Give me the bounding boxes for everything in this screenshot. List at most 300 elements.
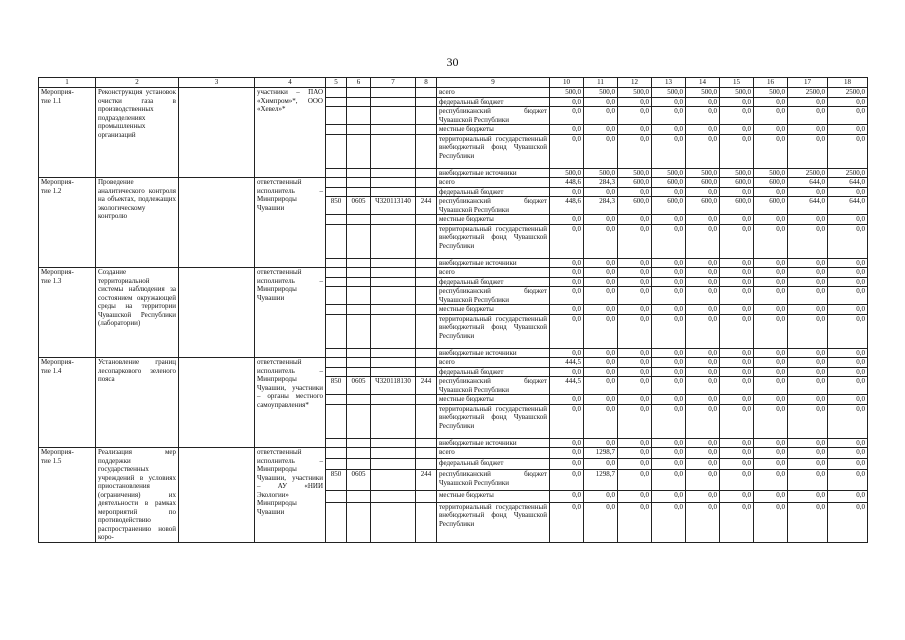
- value-cell: 0,0: [618, 97, 652, 107]
- value-cell: 600,0: [652, 178, 686, 188]
- value-cell: 284,3: [584, 178, 618, 188]
- value-cell: 0,0: [788, 470, 828, 491]
- value-cell: 0,0: [828, 125, 868, 135]
- value-cell: 0,0: [652, 305, 686, 315]
- value-cell: 0,0: [686, 470, 720, 491]
- code-csr: [371, 277, 416, 287]
- value-cell: 0,0: [720, 277, 754, 287]
- column-header-10: 10: [550, 78, 584, 88]
- value-cell: 0,0: [720, 305, 754, 315]
- value-cell: 0,0: [686, 438, 720, 448]
- value-cell: 0,0: [686, 224, 720, 258]
- value-cell: 0,0: [720, 187, 754, 197]
- value-cell: 0,0: [686, 125, 720, 135]
- code-rz: [347, 215, 371, 225]
- code-gr: [326, 438, 347, 448]
- code-vr: [416, 97, 437, 107]
- value-cell: 0,0: [652, 97, 686, 107]
- column-header-6: 6: [347, 78, 371, 88]
- code-csr: [371, 305, 416, 315]
- value-cell: 0,0: [754, 470, 788, 491]
- value-cell: 0,0: [584, 348, 618, 358]
- value-cell: 0,0: [584, 314, 618, 348]
- value-cell: 448,6: [550, 178, 584, 188]
- value-cell: 0,0: [550, 107, 584, 125]
- value-cell: 0,0: [788, 134, 828, 168]
- value-cell: 0,0: [618, 125, 652, 135]
- value-cell: 600,0: [618, 197, 652, 215]
- value-cell: 644,0: [828, 178, 868, 188]
- value-cell: 0,0: [686, 97, 720, 107]
- value-cell: 600,0: [618, 178, 652, 188]
- value-cell: 0,0: [618, 134, 652, 168]
- value-cell: 644,0: [828, 197, 868, 215]
- value-cell: 500,0: [652, 168, 686, 178]
- value-cell: 500,0: [754, 168, 788, 178]
- value-cell: 0,0: [720, 125, 754, 135]
- value-cell: 0,0: [828, 97, 868, 107]
- value-cell: 0,0: [584, 215, 618, 225]
- value-cell: 0,0: [828, 314, 868, 348]
- value-cell: 0,0: [652, 287, 686, 305]
- value-cell: 0,0: [584, 491, 618, 502]
- funding-source: местные бюджеты: [437, 125, 550, 135]
- executor: ответственный исполнитель – Минприроды Чувашии, участники – АУ «НИИ Экологии» Минприроды Чувашии: [255, 448, 326, 543]
- value-cell: 0,0: [788, 305, 828, 315]
- value-cell: 0,0: [788, 348, 828, 358]
- value-cell: 1298,7: [584, 448, 618, 459]
- value-cell: 0,0: [754, 107, 788, 125]
- value-cell: 0,0: [754, 377, 788, 395]
- column-header-9: 9: [437, 78, 550, 88]
- value-cell: 0,0: [828, 187, 868, 197]
- value-cell: 0,0: [686, 448, 720, 459]
- value-cell: 0,0: [828, 448, 868, 459]
- measure-name: Реконструкция установок очистки газа в производственных подразделениях промышленных организаций: [96, 88, 179, 178]
- code-vr: [416, 224, 437, 258]
- value-cell: 0,0: [788, 107, 828, 125]
- value-cell: 0,0: [686, 502, 720, 542]
- code-csr: [371, 348, 416, 358]
- code-csr: Ч320113140: [371, 197, 416, 215]
- value-cell: 0,0: [754, 314, 788, 348]
- value-cell: 0,0: [618, 377, 652, 395]
- code-vr: [416, 258, 437, 268]
- value-cell: 0,0: [686, 134, 720, 168]
- value-cell: 0,0: [828, 395, 868, 405]
- value-cell: 500,0: [584, 88, 618, 98]
- column-header-12: 12: [618, 78, 652, 88]
- value-cell: 0,0: [652, 395, 686, 405]
- value-cell: 0,0: [686, 377, 720, 395]
- value-cell: 500,0: [550, 168, 584, 178]
- value-cell: 0,0: [550, 404, 584, 438]
- value-cell: 0,0: [652, 470, 686, 491]
- value-cell: 0,0: [618, 224, 652, 258]
- value-cell: 0,0: [754, 134, 788, 168]
- value-cell: 0,0: [652, 277, 686, 287]
- table-row: [39, 448, 868, 459]
- code-gr: [326, 305, 347, 315]
- code-gr: [326, 125, 347, 135]
- value-cell: 0,0: [788, 224, 828, 258]
- code-csr: [371, 107, 416, 125]
- code-rz: [347, 277, 371, 287]
- value-cell: 0,0: [828, 277, 868, 287]
- measure-name: Реализация мер поддержки государственных учреждений в условиях приостановления (ограничения) их деятельности в рамках мероприятий по противодействию распространению новой коро-: [96, 448, 179, 543]
- value-cell: 0,0: [754, 395, 788, 405]
- value-cell: 0,0: [720, 395, 754, 405]
- value-cell: 0,0: [618, 215, 652, 225]
- code-vr: [416, 448, 437, 459]
- value-cell: 0,0: [788, 258, 828, 268]
- value-cell: 0,0: [618, 470, 652, 491]
- value-cell: 0,0: [828, 134, 868, 168]
- code-gr: [326, 314, 347, 348]
- code-csr: [371, 178, 416, 188]
- code-csr: [371, 268, 416, 278]
- funding-source: внебюджетные источники: [437, 168, 550, 178]
- value-cell: 0,0: [788, 491, 828, 502]
- value-cell: 0,0: [686, 107, 720, 125]
- code-rz: [347, 258, 371, 268]
- code-vr: [416, 187, 437, 197]
- code-gr: [326, 134, 347, 168]
- value-cell: 0,0: [618, 502, 652, 542]
- code-vr: [416, 305, 437, 315]
- code-rz: [347, 459, 371, 470]
- code-vr: [416, 277, 437, 287]
- value-cell: 0,0: [584, 438, 618, 448]
- value-cell: 0,0: [720, 258, 754, 268]
- funding-source: республиканский бюджет Чувашской Республики: [437, 107, 550, 125]
- funding-source: федеральный бюджет: [437, 367, 550, 377]
- code-rz: [347, 448, 371, 459]
- value-cell: 0,0: [686, 187, 720, 197]
- value-cell: 0,0: [720, 502, 754, 542]
- value-cell: 0,0: [754, 459, 788, 470]
- value-cell: 0,0: [550, 459, 584, 470]
- funding-source: федеральный бюджет: [437, 187, 550, 197]
- measure-name: Установление границ лесопаркового зеленого пояса: [96, 358, 179, 448]
- value-cell: 0,0: [618, 448, 652, 459]
- funding-source: всего: [437, 88, 550, 98]
- value-cell: 500,0: [618, 168, 652, 178]
- column-header-13: 13: [652, 78, 686, 88]
- value-cell: 644,0: [788, 197, 828, 215]
- measure-name: Проведение аналитического контроля на объектах, подлежащих экологическому контролю: [96, 178, 179, 268]
- value-cell: 0,0: [828, 107, 868, 125]
- code-vr: [416, 348, 437, 358]
- value-cell: 0,0: [828, 224, 868, 258]
- value-cell: 0,0: [754, 448, 788, 459]
- value-cell: 0,0: [652, 314, 686, 348]
- code-gr: 850: [326, 197, 347, 215]
- value-cell: 448,6: [550, 197, 584, 215]
- value-cell: 0,0: [550, 470, 584, 491]
- code-gr: [326, 97, 347, 107]
- code-rz: [347, 187, 371, 197]
- value-cell: 0,0: [584, 305, 618, 315]
- code-gr: [326, 348, 347, 358]
- value-cell: 0,0: [618, 395, 652, 405]
- code-vr: [416, 438, 437, 448]
- executor: ответственный исполнитель – Минприроды Чувашии: [255, 178, 326, 268]
- value-cell: 0,0: [720, 404, 754, 438]
- value-cell: 0,0: [754, 125, 788, 135]
- value-cell: 0,0: [720, 224, 754, 258]
- value-cell: 0,0: [788, 314, 828, 348]
- value-cell: 600,0: [686, 197, 720, 215]
- value-cell: 0,0: [618, 491, 652, 502]
- header-row: [39, 78, 868, 88]
- value-cell: 500,0: [686, 168, 720, 178]
- funding-source: территориальный государственный внебюджетный фонд Чувашской Республики: [437, 134, 550, 168]
- page-number: 30: [446, 55, 459, 69]
- value-cell: 0,0: [828, 348, 868, 358]
- code-gr: 850: [326, 377, 347, 395]
- value-cell: 1298,7: [584, 470, 618, 491]
- value-cell: 0,0: [828, 367, 868, 377]
- code-csr: [371, 88, 416, 98]
- value-cell: 0,0: [550, 502, 584, 542]
- code-gr: [326, 491, 347, 502]
- code-vr: [416, 404, 437, 438]
- value-cell: 0,0: [652, 348, 686, 358]
- measure-id: Мероприя- тие 1.3: [39, 268, 96, 358]
- code-gr: [326, 367, 347, 377]
- funding-source: внебюджетные источники: [437, 348, 550, 358]
- value-cell: 0,0: [720, 448, 754, 459]
- value-cell: 0,0: [584, 268, 618, 278]
- value-cell: 0,0: [828, 268, 868, 278]
- value-cell: 0,0: [686, 395, 720, 405]
- column-header-1: 1: [39, 78, 96, 88]
- value-cell: 2500,0: [788, 88, 828, 98]
- value-cell: 500,0: [754, 88, 788, 98]
- value-cell: 500,0: [550, 88, 584, 98]
- value-cell: 0,0: [550, 367, 584, 377]
- value-cell: 0,0: [652, 268, 686, 278]
- value-cell: 0,0: [550, 448, 584, 459]
- value-cell: 0,0: [550, 97, 584, 107]
- value-cell: 0,0: [618, 404, 652, 438]
- value-cell: 0,0: [720, 491, 754, 502]
- code-gr: [326, 277, 347, 287]
- value-cell: 0,0: [828, 287, 868, 305]
- code-rz: 0605: [347, 470, 371, 491]
- code-csr: [371, 438, 416, 448]
- value-cell: 0,0: [720, 470, 754, 491]
- code-csr: [371, 97, 416, 107]
- code-gr: [326, 168, 347, 178]
- code-csr: [371, 314, 416, 348]
- code-gr: [326, 448, 347, 459]
- value-cell: 0,0: [828, 377, 868, 395]
- value-cell: 0,0: [618, 358, 652, 368]
- code-csr: Ч320118130: [371, 377, 416, 395]
- value-cell: 0,0: [720, 367, 754, 377]
- value-cell: 0,0: [828, 258, 868, 268]
- value-cell: 0,0: [828, 502, 868, 542]
- value-cell: 0,0: [618, 287, 652, 305]
- value-cell: 0,0: [550, 314, 584, 348]
- value-cell: 0,0: [652, 367, 686, 377]
- value-cell: 0,0: [584, 377, 618, 395]
- value-cell: 0,0: [788, 215, 828, 225]
- value-cell: 0,0: [584, 107, 618, 125]
- value-cell: 0,0: [754, 258, 788, 268]
- value-cell: 0,0: [686, 358, 720, 368]
- code-vr: [416, 502, 437, 542]
- code-rz: [347, 367, 371, 377]
- value-cell: 0,0: [754, 348, 788, 358]
- code-rz: [347, 88, 371, 98]
- value-cell: 0,0: [584, 97, 618, 107]
- goal-cell: [179, 358, 255, 448]
- code-vr: [416, 215, 437, 225]
- value-cell: 0,0: [788, 438, 828, 448]
- code-csr: [371, 502, 416, 542]
- value-cell: 0,0: [788, 268, 828, 278]
- funding-source: республиканский бюджет Чувашской Республики: [437, 197, 550, 215]
- value-cell: 2500,0: [788, 168, 828, 178]
- value-cell: 0,0: [754, 268, 788, 278]
- value-cell: 0,0: [618, 367, 652, 377]
- value-cell: 0,0: [828, 305, 868, 315]
- value-cell: 0,0: [720, 268, 754, 278]
- code-vr: 244: [416, 470, 437, 491]
- value-cell: 0,0: [754, 97, 788, 107]
- funding-source: местные бюджеты: [437, 395, 550, 405]
- value-cell: 0,0: [720, 438, 754, 448]
- value-cell: 0,0: [618, 277, 652, 287]
- code-rz: [347, 502, 371, 542]
- value-cell: 0,0: [788, 97, 828, 107]
- code-rz: [347, 305, 371, 315]
- value-cell: 0,0: [550, 438, 584, 448]
- value-cell: 0,0: [686, 287, 720, 305]
- funding-source: внебюджетные источники: [437, 438, 550, 448]
- value-cell: 0,0: [584, 395, 618, 405]
- value-cell: 600,0: [720, 178, 754, 188]
- value-cell: 0,0: [584, 277, 618, 287]
- code-vr: [416, 178, 437, 188]
- value-cell: 0,0: [828, 470, 868, 491]
- value-cell: 500,0: [618, 88, 652, 98]
- value-cell: 0,0: [754, 358, 788, 368]
- code-gr: [326, 268, 347, 278]
- value-cell: 0,0: [652, 448, 686, 459]
- code-gr: 850: [326, 470, 347, 491]
- funding-source: внебюджетные источники: [437, 258, 550, 268]
- code-vr: 244: [416, 377, 437, 395]
- code-gr: [326, 88, 347, 98]
- value-cell: 0,0: [652, 377, 686, 395]
- code-gr: [326, 215, 347, 225]
- value-cell: 0,0: [550, 224, 584, 258]
- funding-source: всего: [437, 268, 550, 278]
- funding-source: республиканский бюджет Чувашской Республики: [437, 287, 550, 305]
- value-cell: 0,0: [686, 367, 720, 377]
- code-csr: [371, 287, 416, 305]
- code-rz: [347, 268, 371, 278]
- value-cell: 0,0: [720, 348, 754, 358]
- code-gr: [326, 224, 347, 258]
- column-header-2: 2: [96, 78, 179, 88]
- measure-id: Мероприя- тие 1.1: [39, 88, 96, 178]
- funding-source: территориальный государственный внебюджетный фонд Чувашской Республики: [437, 502, 550, 542]
- value-cell: 0,0: [652, 134, 686, 168]
- value-cell: 0,0: [618, 305, 652, 315]
- value-cell: 500,0: [584, 168, 618, 178]
- code-rz: [347, 125, 371, 135]
- value-cell: 0,0: [652, 459, 686, 470]
- goal-cell: [179, 448, 255, 543]
- value-cell: 0,0: [550, 268, 584, 278]
- value-cell: 0,0: [618, 314, 652, 348]
- code-vr: [416, 491, 437, 502]
- code-gr: [326, 187, 347, 197]
- value-cell: 0,0: [754, 438, 788, 448]
- value-cell: 0,0: [652, 258, 686, 268]
- value-cell: 0,0: [618, 268, 652, 278]
- value-cell: 0,0: [720, 107, 754, 125]
- funding-source: всего: [437, 448, 550, 459]
- measure-id: Мероприя- тие 1.2: [39, 178, 96, 268]
- column-header-14: 14: [686, 78, 720, 88]
- value-cell: 0,0: [828, 404, 868, 438]
- value-cell: 0,0: [754, 215, 788, 225]
- value-cell: 0,0: [828, 459, 868, 470]
- column-header-5: 5: [326, 78, 347, 88]
- code-rz: [347, 314, 371, 348]
- code-vr: [416, 88, 437, 98]
- value-cell: 0,0: [788, 502, 828, 542]
- value-cell: 0,0: [550, 395, 584, 405]
- value-cell: 0,0: [550, 187, 584, 197]
- funding-source: территориальный государственный внебюджетный фонд Чувашской Республики: [437, 404, 550, 438]
- value-cell: 0,0: [584, 287, 618, 305]
- value-cell: 2500,0: [828, 168, 868, 178]
- code-rz: [347, 491, 371, 502]
- value-cell: 0,0: [788, 358, 828, 368]
- value-cell: 600,0: [686, 178, 720, 188]
- column-header-18: 18: [828, 78, 868, 88]
- code-vr: [416, 367, 437, 377]
- value-cell: 0,0: [788, 287, 828, 305]
- code-csr: [371, 187, 416, 197]
- funding-source: местные бюджеты: [437, 215, 550, 225]
- funding-source: всего: [437, 178, 550, 188]
- code-vr: [416, 395, 437, 405]
- table-row: [39, 358, 868, 368]
- value-cell: 0,0: [788, 377, 828, 395]
- code-csr: [371, 358, 416, 368]
- value-cell: 0,0: [652, 187, 686, 197]
- code-rz: [347, 348, 371, 358]
- value-cell: 0,0: [652, 215, 686, 225]
- code-rz: [347, 287, 371, 305]
- column-header-16: 16: [754, 78, 788, 88]
- value-cell: 0,0: [550, 305, 584, 315]
- value-cell: 600,0: [720, 197, 754, 215]
- column-header-3: 3: [179, 78, 255, 88]
- code-rz: [347, 224, 371, 258]
- funding-source: местные бюджеты: [437, 491, 550, 502]
- code-csr: [371, 367, 416, 377]
- value-cell: 444,5: [550, 377, 584, 395]
